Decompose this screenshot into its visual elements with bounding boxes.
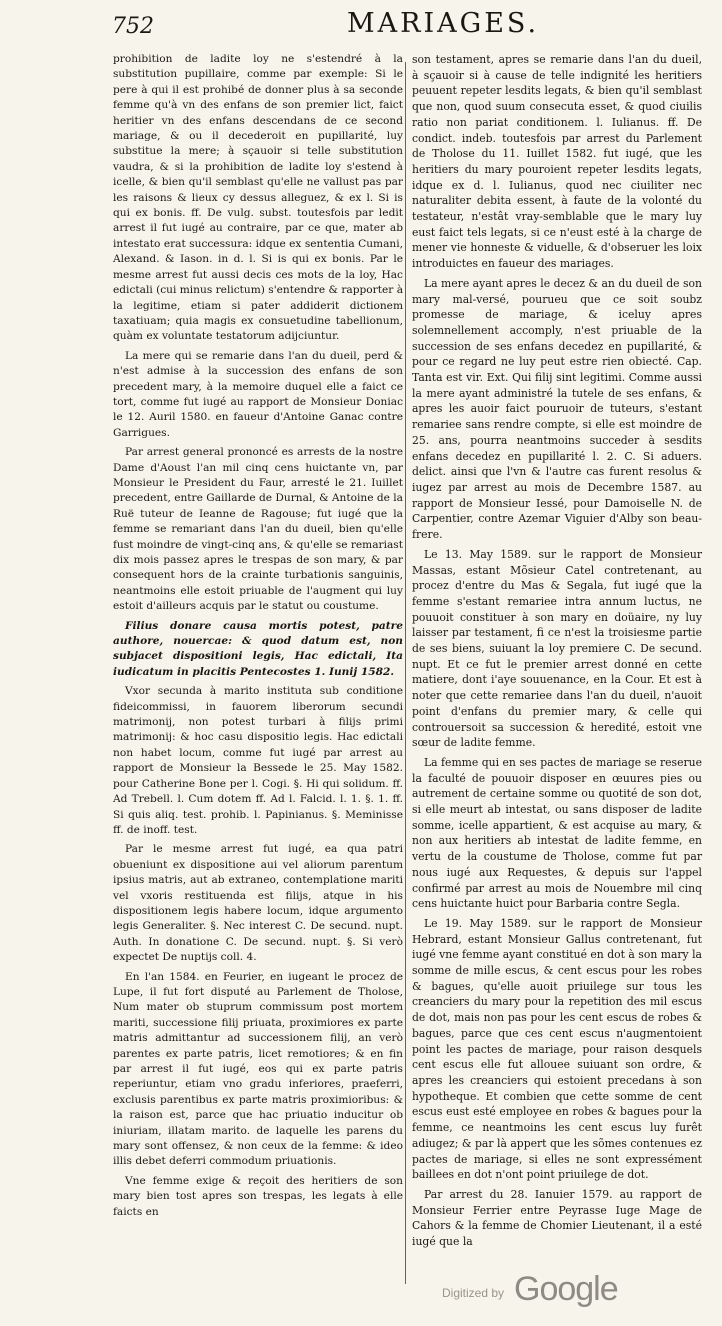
left-column-paragraph: Vxor secunda à marito instituta sub conditione fideicommissi, in fauorem liberorum secundi matrimonij, non potest turbari à filijs primi matrimonij: & hoc casu dispositio legis. Hac edictali non habet locum, comme fut iugé par arrest au rapport de Monsieur la Bessede le 25. May 1582. pour Catherine Bone per l. Cogi. §. Hi qui solidum. ff. Ad Trebell. l. Cum dotem ff. Ad l. Falcid. l. 1. §. 1. ff. Si quis aliq. test. prohib. l. Papinianus. §. Meminisse ff. de inoff. test.: [113, 685, 403, 836]
left-column-paragraph: Vne femme exige & reçoit des heritiers de son mary bien tost apres son trespas, les legats à elle faicts en: [113, 1174, 403, 1218]
digitized-by-text: Digitized by: [442, 1286, 505, 1300]
right-column-paragraph: Le 13. May 1589. sur le rapport de Monsieur Massas, estant Mõsieur Catel contretenant, au procez d'entre du Mas & Segala, fut iugé que la femme s'estant remariee intra annum luctus, ne pouuoit constituer à son mary en doüaire, ny luy laisser par testament, fi ce n'est la troisiesme partie de ses biens, suiuant la loy premiere C. De secund. nupt. Et ce fut le premier arrest donné en cette matiere, dont i'aye souuenance, en la Cour. Et est à noter que cette remariee dans l'an du dueil, n'auoit point d'enfans du premier mary, & celle qui controuersoit sa succession & heredité, estoit vne sœur de ladite femme.: [412, 547, 702, 750]
left-column-paragraph: En l'an 1584. en Feurier, en iugeant le procez de Lupe, il fut fort disputé au Parlement de Tholose, Num mater ob stuprum commissum post mortem mariti, successione filij priuata, proximiores ex parte matris admittantur ad successionem filij, an verò parentes ex parte patris, licet remotiores; & en fin par arrest il fut iugé, eos qui ex parte patris reperiuntur, etiam vno gradu inferiores, praeferri, exclusis parentibus ex parte matris proximioribus: & la raison est, parce que hac priuatio inducitur ob iniuriam, illatam marito. de laquelle les parens du mary sont offensez, & non ceux de la femme: & ideo illis debet deferri commodum priuationis.: [113, 970, 403, 1168]
page-header: [112, 4, 702, 44]
page-number: 752: [112, 14, 154, 39]
left-column-paragraph: Par le mesme arrest fut iugé, ea qua patri obueniunt ex dispositione aui vel aliorum parentum ipsius matris, aut ab extraneo, contemplatione mariti vel vxoris restituenda est filijs, atque in his dispositionem legis habere locum, idque argumento legis Generaliter. §. Nec interest C. De secund. nupt. Auth. In donatione C. De secund. nupt. §. Si verò expectet De nuptijs coll. 4.: [113, 843, 403, 964]
right-column-paragraph: Par arrest du 28. Ianuier 1579. au rapport de Monsieur Ferrier entre Peyrasse Iuge Mage de Cahors & la femme de Chomier Lieutenant, il a esté iugé que la: [412, 1187, 702, 1249]
right-column-paragraph: Le 19. May 1589. sur le rapport de Monsieur Hebrard, estant Monsieur Gallus contretenant, fut iugé vne femme ayant constitué en dot à son mary la somme de mille escus, & cent escus pour les robes & bagues, qu'elle auoit priuilege sur tous les creanciers du mary pour la repetition des mil escus de dot, mais non pas pour les cent escus de robes & bagues, parce que ces cent escus n'augmentoient point les pactes de mariage, pour raison desquels cent escus elle fut allouee suiuant son ordre, & apres les creanciers qui estoient precedans à son hypotheque. Et combien que cette somme de cent escus eust esté employee en robes & bagues pour la femme, ce neantmoins les cent escus luy furêt adiugez; & par là appert que les sõmes contenues ez pactes de mariage, si elles ne sont expressément baillees en dot n'ont point priuilege de dot.: [412, 916, 702, 1182]
left-column-paragraph: La mere qui se remarie dans l'an du dueil, perd & n'est admise à la succession des enfans de son precedent mary, à la memoire duquel elle a faict ce tort, comme fut iugé au rapport de Monsieur Doniac le 12. Auril 1580. en faueur d'Antoine Ganac contre Garrigues.: [113, 349, 403, 439]
column-divider: [405, 62, 406, 1284]
left-column: [113, 52, 403, 1224]
right-column-paragraph: La mere ayant apres le decez & an du dueil de son mary mal-versé, pourueu que ce soit soubz promesse de mariage, & iceluy apres solemnellement accomply, n'est priuable de la succession de ses enfans decedez en pupillarité, & pour ce regard ne luy peut estre rien obiecté. Cap. Tanta est vir. Ext. Qui filij sint legitimi. Comme aussi la mere ayant administré la tutele de ses enfans, & apres les auoir faict pouruoir de tuteurs, s'estant remariee sans rendre compte, si elle est moindre de 25. ans, pourra neantmoins succeder à sesdits enfans decedez en pupillarité l. 2. C. Si aduers. delict. ainsi que l'vn & l'autre cas furent resolus & iugez par arrest au mois de Decembre 1587. au rapport de Monsieur Iessé, pour Damoiselle N. de Carpentier, contre Azemar Viguier d'Alby son beau-frere.: [412, 276, 702, 542]
right-column-paragraph: La femme qui en ses pactes de mariage se reserue la faculté de pouuoir disposer en œuures pies ou autrement de certaine somme ou quotité de son dot, si elle meurt ab intestat, ou sans disposer de ladite somme, icelle appartient, & est acquise au mary, & non aux heritiers ab intestat de ladite femme, en vertu de la coustume de Tholose, comme fut par nous iugé aux Requestes, & depuis sur l'appel confirmé par arrest au mois de Nouembre mil cinq cens huictante huict pour Barbaria contre Segla.: [412, 755, 702, 911]
left-column-paragraph: Par arrest general prononcé es arrests de la nostre Dame d'Aoust l'an mil cinq cens huictante vn, par Monsieur le President du Faur, arresté le 21. Iuillet precedent, entre Gaillarde de Durnal, & Antoine de la Ruë tuteur de Ieanne de Ragouse; fut iugé que la femme se remariant dans l'an du dueil, bien qu'elle fust moindre de vingt-cinq ans, & qu'elle se remariast dix mois passez apres le trespas de son mary, & par consequent hors de la crainte turbationis sanguinis, neantmoins elle estoit priuable de l'augment qui luy estoit d'ailleurs acquis par le statut ou coustume.: [113, 446, 403, 613]
digitization-footer: [442, 1270, 682, 1310]
running-head: MARIAGES.: [347, 8, 540, 39]
left-column-paragraph: prohibition de ladite loy ne s'estendré à la substitution pupillaire, comme par exemple: Si le pere à qui il est prohibé de donner plus à sa seconde femme qu'à vn des enfans de son premier lict, faict heritier vn des enfans descendans de ce second mariage, & ou il decederoit en pupillarité, luy substitue la mere; à sçauoir si telle substitution vaudra, & si la prohibition de ladite loy s'estend à icelle, & bien qu'il semblast qu'elle ne vallust pas par les raisons & lieux cy dessus alleguez, & ex l. Si is qui ex bonis. ff. De vulg. subst. toutesfois par ledit arrest il fut iugé au contraire, par ce que, mater ab intestato erat successura: idque ex sententia Cumani, Alexand. & Iason. in d. l. Si is qui ex bonis. Par le mesme arrest fut aussi decis ces mots de la loy, Hac edictali (cui minus relictum) s'entendre & rapporter à la legitime, etiam si pater addiderit dictionem taxatiuam; quia magis ex consuetudine tabellionum, quàm ex voluntate testatorum adijciuntur.: [113, 53, 404, 343]
right-column-paragraph: son testament, apres se remarie dans l'an du dueil, à sçauoir si à cause de telle indignité les heritiers peuuent repeter lesdits legats, & bien qu'il semblast que non, quod suum consecuta esset, & quod ciuilis ratio non pariat conditionem. l. Iulianus. ff. De condict. indeb. toutesfois par arrest du Parlement de Tholose du 11. Iuillet 1582. fut iugé, que les heritiers du mary pouroient repeter lesdits legats, idque ex d. l. Iulianus, quod nec ciuiliter nec naturaliter debita essent, à faute de la volonté du testateur, n'estât vray-semblable que le mary luy eust faict tels legats, si ce n'eust esté à la charge de mener vie honneste & viduelle, & d'obseruer les loix introduictes en faueur des mariages.: [412, 53, 702, 271]
left-column-paragraph: Filius donare causa mortis potest, patre authore, nouercae: & quod datum est, non subjacet dispositioni legis, Hac edictali, Ita iudicatum in placitis Pentecostes 1. Iunij 1582.: [113, 619, 403, 678]
google-logo: Google: [514, 1270, 618, 1308]
right-column: [412, 52, 702, 1254]
